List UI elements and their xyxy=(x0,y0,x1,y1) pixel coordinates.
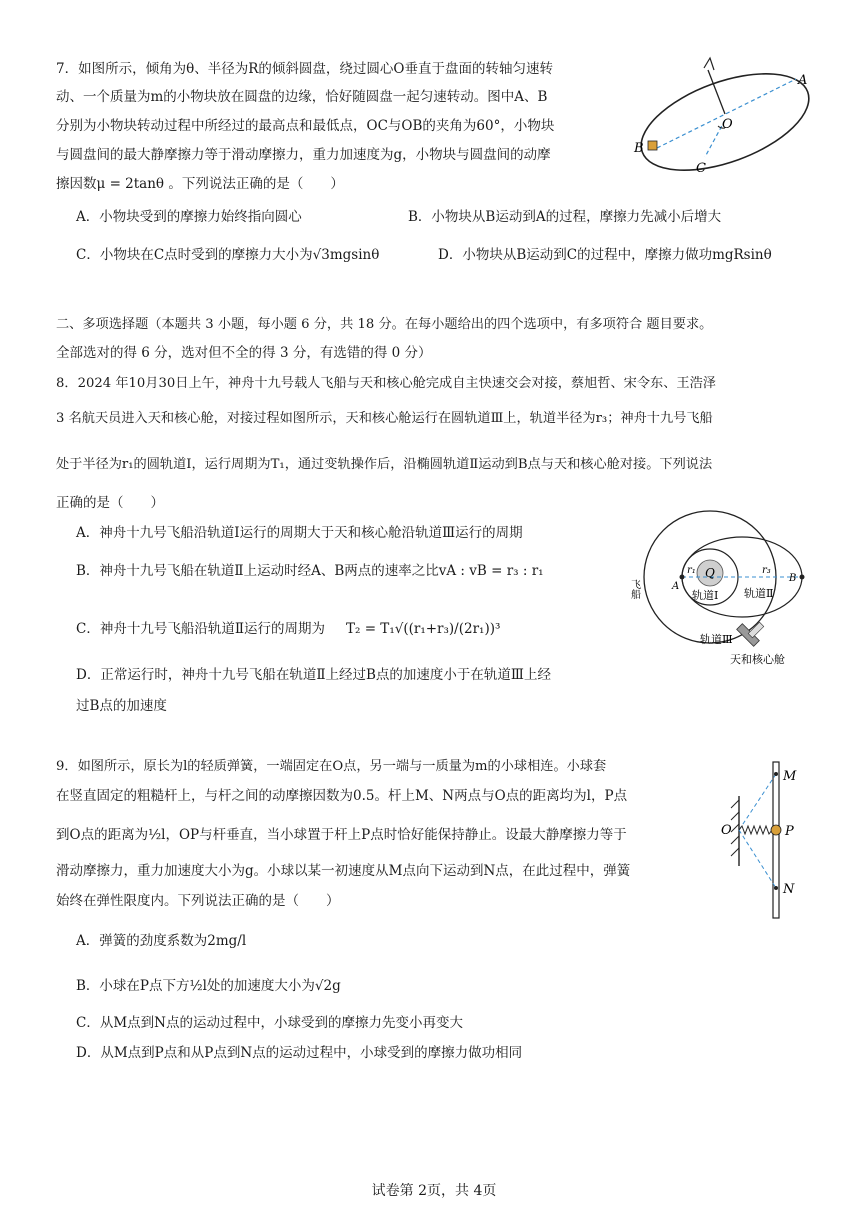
q9-spring-rod-figure xyxy=(715,760,825,922)
q9-label-p: P xyxy=(785,824,794,839)
q8-option-b: B．神舟十九号飞船在轨道Ⅱ上运动时经A、B两点的速率之比vA : vB = r₃ : r₁ xyxy=(76,563,544,579)
q7-label-o: O xyxy=(722,117,733,132)
q8-label-orbit3: 轨道Ⅲ xyxy=(700,633,733,646)
section2-line-1: 二、多项选择题（本题共 3 小题，每小题 6 分，共 18 分。在每小题给出的四个选项中，有多项符合 题目要求。 xyxy=(56,317,713,332)
q7-tilted-disk-figure xyxy=(630,52,830,187)
q9-option-d: D．从M点到P点和从P点到N点的运动过程中，小球受到的摩擦力做功相同 xyxy=(76,1045,523,1061)
q8-option-d-line-2: 过B点的加速度 xyxy=(76,698,167,714)
q8-label-orbit1: 轨道Ⅰ xyxy=(692,589,719,602)
q8-orbit-figure xyxy=(628,505,812,670)
q7-label-c: C xyxy=(696,161,706,176)
q8-label-r3: r₃ xyxy=(762,565,771,576)
q8-option-c: C．神舟十九号飞船沿轨道Ⅱ运行的周期为 xyxy=(76,621,326,637)
q9-line-4: 滑动摩擦力，重力加速度大小为g。小球以某一初速度从M点向下运动到N点，在此过程中，弹簧 xyxy=(56,863,631,879)
q8-label-q: Q xyxy=(705,566,715,580)
q8-line-3: 处于半径为r₁的圆轨道Ⅰ，运行周期为T₁，通过变轨操作后，沿椭圆轨道Ⅱ运动到B点与天和核心舱对接。下列说法 xyxy=(56,457,713,472)
q7-label-b: B xyxy=(634,141,644,156)
q7-line-5: 擦因数μ = 2tanθ 。下列说法正确的是（ ） xyxy=(56,176,344,192)
q8-label-r1: r₁ xyxy=(687,565,696,576)
q8-option-d-line-1: D．正常运行时，神舟十九号飞船在轨道Ⅱ上经过B点的加速度小于在轨道Ⅲ上经 xyxy=(76,667,551,683)
q8-label-b: B xyxy=(789,573,797,584)
q8-label-a: A xyxy=(672,581,680,592)
q7-line-3: 分别为小物块转动过程中所经过的最高点和最低点，OC与OB的夹角为60°，小物块 xyxy=(56,118,555,134)
q7-line-4: 与圆盘间的最大静摩擦力等于滑动摩擦力，重力加速度为g，小物块与圆盘间的动摩 xyxy=(56,147,551,163)
q8-line-2: 3 名航天员进入天和核心舱，对接过程如图所示，天和核心舱运行在圆轨道Ⅲ上，轨道半径为r₃；神舟十九号飞船 xyxy=(56,411,713,426)
q8-label-orbit2: 轨道Ⅱ xyxy=(744,587,774,600)
q8-label-station: 天和核心舱 xyxy=(730,653,785,666)
q9-label-o: O xyxy=(721,823,732,838)
q8-label-ship: 飞船 xyxy=(628,579,640,599)
q7-option-b: B．小物块从B运动到A的过程，摩擦力先减小后增大 xyxy=(408,209,722,225)
q7-option-a: A．小物块受到的摩擦力始终指向圆心 xyxy=(76,209,302,225)
q8-option-c-formula: T₂ = T₁√((r₁+r₃)/(2r₁))³ xyxy=(346,621,501,637)
q9-line-5: 始终在弹性限度内。下列说法正确的是（ ） xyxy=(56,893,340,909)
q9-line-3: 到O点的距离为½l，OP与杆垂直，当小球置于杆上P点时恰好能保持静止。设最大静摩擦力等于 xyxy=(56,827,627,843)
q9-line-1: 9．如图所示，原长为l的轻质弹簧，一端固定在O点，另一端与一质量为m的小球相连。小球套 xyxy=(56,759,607,774)
q9-option-c: C．从M点到N点的运动过程中，小球受到的摩擦力先变小再变大 xyxy=(76,1015,463,1031)
q9-label-m: M xyxy=(783,769,797,784)
q7-line-2: 动、一个质量为m的小物块放在圆盘的边缘，恰好随圆盘一起匀速转动。图中A、B xyxy=(56,89,548,105)
q7-option-d: D．小物块从B运动到C的过程中，摩擦力做功mgRsinθ xyxy=(438,247,772,263)
q9-label-n: N xyxy=(783,882,795,897)
q9-option-a: A．弹簧的劲度系数为2mg/l xyxy=(76,933,247,949)
page-footer: 试卷第 2页，共 4页 xyxy=(371,1183,497,1199)
q9-line-2: 在竖直固定的粗糙杆上，与杆之间的动摩擦因数为0.5。杆上M、N两点与O点的距离均为l，P点 xyxy=(56,788,628,804)
q8-line-4: 正确的是（ ） xyxy=(56,495,164,511)
q7-label-a: A xyxy=(798,73,808,88)
q8-option-a: A．神舟十九号飞船沿轨道Ⅰ运行的周期大于天和核心舱沿轨道Ⅲ运行的周期 xyxy=(76,525,523,541)
q7-option-c: C．小物块在C点时受到的摩擦力大小为√3mgsinθ xyxy=(76,247,380,263)
q8-line-1: 8．2024 年10月30日上午，神舟十九号载人飞船与天和核心舱完成自主快速交会对接，蔡旭哲、宋令东、王浩泽 xyxy=(56,376,716,391)
q9-option-b: B．小球在P点下方½l处的加速度大小为√2g xyxy=(76,978,341,994)
section2-line-2: 全部选对的得 6 分，选对但不全的得 3 分，有选错的得 0 分） xyxy=(56,345,432,361)
q7-line-1: 7．如图所示，倾角为θ、半径为R的倾斜圆盘，绕过圆心O垂直于盘面的转轴匀速转 xyxy=(56,61,553,77)
